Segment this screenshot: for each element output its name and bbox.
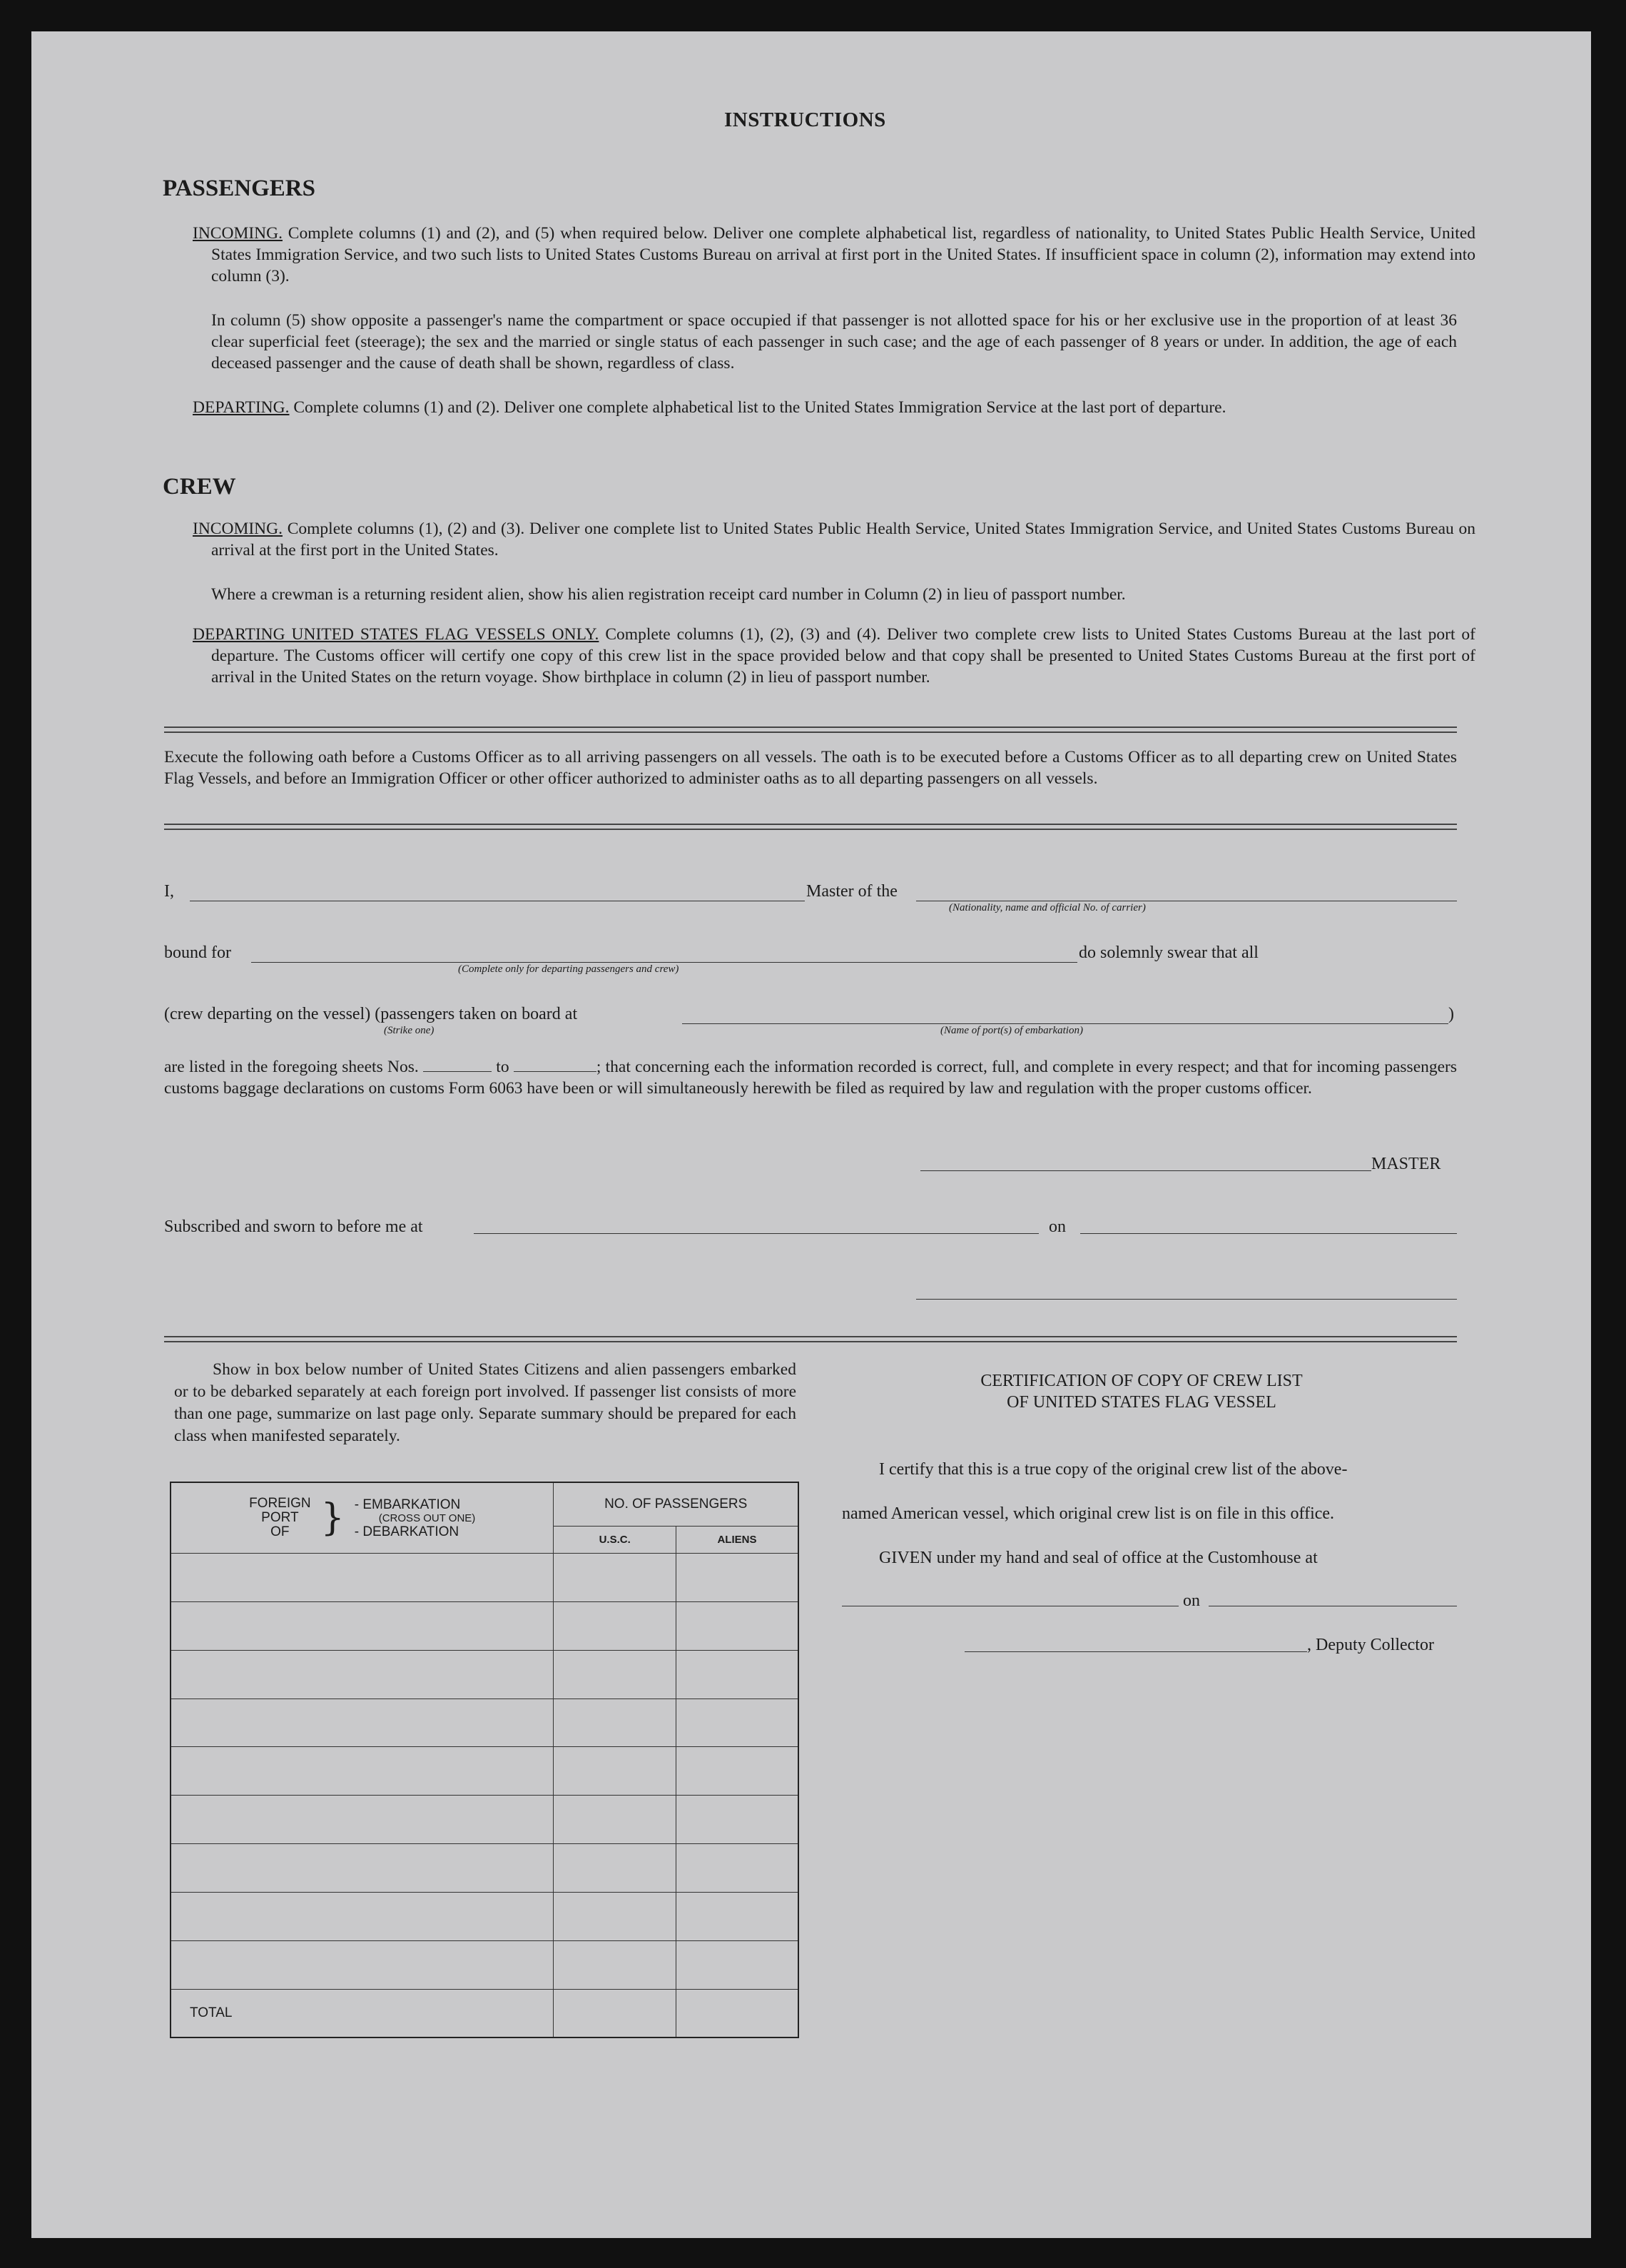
crew-incoming-label: INCOMING. <box>193 520 283 538</box>
port-hint: (Name of port(s) of embarkation) <box>940 1025 1083 1036</box>
header-port: PORT <box>261 1510 299 1526</box>
table-row <box>171 1892 798 1940</box>
sheet-to-field[interactable] <box>514 1071 596 1072</box>
table-row <box>171 1844 798 1893</box>
passengers-departing-label: DEPARTING. <box>193 398 290 417</box>
oath-listed-pre: are listed in the foregoing sheets Nos. <box>164 1058 419 1076</box>
oath-master-of-label: Master of the <box>806 882 898 901</box>
page-title: INSTRUCTIONS <box>724 108 886 131</box>
oath-swear-label: do solemnly swear that all <box>1079 943 1259 962</box>
passengers-column5-paragraph: In column (5) show opposite a passenger's name the compartment or space occupied if that passenger is not allotted space for his or her exclusive use in the proportion of at least 36 clear superficial feet (steerage); the sex and the married or single status of each passenger in such case; and the age of each passenger of 8 years or under. In addition, the age of each deceased passenger and the cause of death shall be shown, regardless of class. <box>211 311 1457 373</box>
certify-text-2: named American vessel, which original crew list is on file in this office. <box>842 1504 1335 1523</box>
passengers-departing-paragraph <box>193 397 1475 418</box>
passengers-departing-text: Complete columns (1) and (2). Deliver one complete alphabetical list to the United States Immigration Service at the last port of departure. <box>293 398 1226 417</box>
header-debarkation: - DEBARKATION <box>354 1524 459 1539</box>
master-label: MASTER <box>1371 1155 1441 1173</box>
aliens-total-cell[interactable] <box>676 1989 798 2037</box>
aliens-cell[interactable] <box>676 1554 798 1602</box>
crew-departing-paragraph <box>193 624 1475 688</box>
aliens-cell[interactable] <box>676 1892 798 1940</box>
bound-hint: (Complete only for departing passengers and crew) <box>458 963 679 975</box>
header-cross-out: (CROSS OUT ONE) <box>378 1512 476 1524</box>
table-row <box>171 1601 798 1650</box>
summary-instructions: Show in box below number of United States Citizens and alien passengers embarked or to be debarked separately at each foreign port involved. If passenger list consists of more than one page, summarize on last page only. Separate summary should be prepared for each class when manifested separately. <box>174 1360 796 1445</box>
certification-heading-line2: OF UNITED STATES FLAG VESSEL <box>1007 1393 1276 1412</box>
usc-total-cell[interactable] <box>554 1989 676 2037</box>
foreign-port-header <box>171 1482 554 1554</box>
divider-rule <box>164 824 1457 830</box>
divider-rule <box>164 1336 1457 1342</box>
crew-incoming-paragraph <box>193 518 1475 561</box>
aliens-cell[interactable] <box>676 1940 798 1989</box>
table-row <box>171 1747 798 1796</box>
usc-cell[interactable] <box>554 1601 676 1650</box>
port-cell[interactable] <box>171 1554 554 1602</box>
port-cell[interactable] <box>171 1940 554 1989</box>
divider-rule <box>164 727 1457 733</box>
header-embarkation: - EMBARKATION <box>354 1497 461 1512</box>
deputy-collector-label: , Deputy Collector <box>1307 1636 1434 1654</box>
aliens-cell[interactable] <box>676 1699 798 1747</box>
crew-heading: CREW <box>163 474 236 500</box>
officer-signature-field[interactable] <box>916 1299 1457 1300</box>
usc-cell[interactable] <box>554 1554 676 1602</box>
usc-cell[interactable] <box>554 1892 676 1940</box>
master-signature-field[interactable] <box>920 1170 1371 1171</box>
port-cell[interactable] <box>171 1796 554 1844</box>
passengers-incoming-label: INCOMING. <box>193 224 283 243</box>
port-cell[interactable] <box>171 1699 554 1747</box>
table-row <box>171 1699 798 1747</box>
strike-hint: (Strike one) <box>384 1025 435 1036</box>
carrier-hint: (Nationality, name and official No. of carrier) <box>949 902 1146 913</box>
table-row <box>171 1650 798 1699</box>
oath-listed-post: ; that concerning each the information recorded is correct, full, and complete in every respect; and that for incoming passengers customs baggage declarations on customs Form 6063 have been or will simultaneously herewith be filed as required by law and regulation with the proper customs officer. <box>164 1058 1458 1098</box>
subscribed-label: Subscribed and sworn to before me at <box>164 1217 423 1236</box>
cert-on-label: on <box>1183 1591 1200 1610</box>
aliens-cell[interactable] <box>676 1601 798 1650</box>
port-of-embarkation-field[interactable] <box>682 1023 1448 1024</box>
aliens-cell[interactable] <box>676 1747 798 1796</box>
header-foreign: FOREIGN <box>249 1496 311 1512</box>
passenger-summary-table <box>170 1482 799 2038</box>
given-text: GIVEN under my hand and seal of office at the Customhouse at <box>879 1549 1318 1567</box>
subscribed-on-label: on <box>1049 1217 1066 1236</box>
oath-to-label: to <box>496 1058 509 1076</box>
aliens-cell[interactable] <box>676 1650 798 1699</box>
passengers-incoming-text: Complete columns (1) and (2), and (5) when required below. Deliver one complete alphabetical list, regardless of nationality, to United States Public Health Service, United States Immigration Service, and two such lists to United States Customs Bureau on arrival at first port in the United States. If insufficient space in column (2), information may extend into column (3). <box>211 224 1475 285</box>
table-row <box>171 1554 798 1602</box>
crew-departing-label: DEPARTING UNITED STATES FLAG VESSELS ONLY. <box>193 625 599 644</box>
port-cell[interactable] <box>171 1844 554 1893</box>
usc-cell[interactable] <box>554 1844 676 1893</box>
aliens-cell[interactable] <box>676 1796 798 1844</box>
total-label: TOTAL <box>171 1989 554 2037</box>
usc-cell[interactable] <box>554 1940 676 1989</box>
usc-header: U.S.C. <box>554 1526 676 1553</box>
table-row <box>171 1940 798 1989</box>
table-row <box>171 1796 798 1844</box>
port-cell[interactable] <box>171 1601 554 1650</box>
brace-icon: } <box>320 1497 345 1540</box>
oath-bound-for-label: bound for <box>164 943 231 962</box>
subscribed-date-field[interactable] <box>1080 1233 1457 1234</box>
oath-close-paren: ) <box>1448 1005 1454 1023</box>
oath-crew-departing-label: (crew departing on the vessel) (passengers taken on board at <box>164 1005 578 1023</box>
crew-resident-paragraph: Where a crewman is a returning resident alien, show his alien registration receipt card number in Column (2) in lieu of passport number. <box>211 585 1126 604</box>
certification-heading-line1: CERTIFICATION OF COPY OF CREW LIST <box>980 1372 1303 1390</box>
aliens-cell[interactable] <box>676 1844 798 1893</box>
oath-i-label: I, <box>164 882 174 901</box>
subscribed-place-field[interactable] <box>474 1233 1039 1234</box>
total-row <box>171 1989 798 2037</box>
port-cell[interactable] <box>171 1892 554 1940</box>
usc-cell[interactable] <box>554 1747 676 1796</box>
oath-intro: Execute the following oath before a Customs Officer as to all arriving passengers on all vessels. The oath is to be executed before a Customs Officer as to all departing crew on United States Flag Vessels, and before an Immigration Officer or other officer authorized to administer oaths as to all departing passengers on all vessels. <box>164 748 1457 788</box>
crew-incoming-text: Complete columns (1), (2) and (3). Deliver one complete list to United States Public Health Service, United States Immigration Service, and United States Customs Bureau on arrival at the first port in the United States. <box>211 520 1475 560</box>
header-of: OF <box>270 1524 290 1540</box>
crew-departing-text: Complete columns (1), (2), (3) and (4). Deliver two complete crew lists to United States Customs Bureau at the last port of departure. The Customs officer will certify one copy of this crew list in the space provided below and that copy shall be presented to United States Customs Bureau at the first port of arrival in the United States on the return voyage. Show birthplace in column (2) in lieu of passport number. <box>211 625 1475 687</box>
sheet-from-field[interactable] <box>423 1071 492 1072</box>
usc-cell[interactable] <box>554 1650 676 1699</box>
aliens-header: ALIENS <box>676 1526 798 1553</box>
usc-cell[interactable] <box>554 1699 676 1747</box>
port-cell[interactable] <box>171 1747 554 1796</box>
passengers-heading: PASSENGERS <box>163 176 315 201</box>
bound-for-field[interactable] <box>251 962 1077 963</box>
certify-text-1: I certify that this is a true copy of the original crew list of the above- <box>879 1460 1348 1479</box>
port-cell[interactable] <box>171 1650 554 1699</box>
no-passengers-header: NO. OF PASSENGERS <box>554 1482 798 1526</box>
certification-heading <box>885 1370 1398 1413</box>
passengers-incoming-paragraph <box>193 223 1475 287</box>
oath-listed-paragraph <box>164 1056 1457 1099</box>
usc-cell[interactable] <box>554 1796 676 1844</box>
deputy-signature-field[interactable] <box>965 1651 1307 1652</box>
